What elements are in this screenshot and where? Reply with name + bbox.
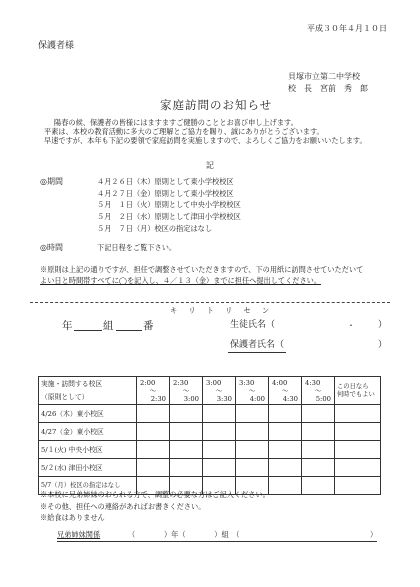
time-text: 下記日程をご覧下さい。 [97,243,177,252]
student-name-field[interactable]: ・ [347,321,355,330]
slot-cell[interactable] [302,459,335,477]
page-title: 家庭訪問のお知らせ [160,98,273,112]
ki-heading: 記 [206,161,214,170]
footnotes [40,489,270,524]
row-date-area: 5/7（月）校区の指定はなし [39,477,137,495]
sibling-underline [57,541,377,542]
footnote-line: ※その他、担任への連絡があればお書きください。 [40,501,206,511]
number-field-label: 番 [143,320,154,332]
anytime-header [335,377,381,405]
header-area-line: （原則として） [41,393,89,401]
slot-cell[interactable] [170,405,203,423]
slot-end: 2:30 [150,394,166,403]
slot-cell[interactable] [269,423,302,441]
parent-name-underline [228,352,286,353]
time-label: ◎時間 [40,243,63,252]
period-item: ５月 １日（火）原則として中央小学校校区 [97,200,241,210]
table-header-area [39,377,137,405]
slot-cell[interactable] [137,423,170,441]
row-date-area: 5/１(火) 中央小校区 [39,441,137,459]
slot-dash: 〜 [182,386,190,395]
slot-cell[interactable] [203,459,236,477]
slot-end: 3:00 [183,394,199,403]
slot-dash: 〜 [248,386,256,395]
slot-end: 4:00 [249,394,265,403]
anytime-header-line: 何時でもよい [337,390,375,398]
document-date: 平成３０年４月１０日 [307,24,387,33]
class-input-line[interactable] [74,330,102,331]
slot-dash: 〜 [215,386,223,395]
time-slot-header [137,377,170,405]
slot-cell[interactable] [203,423,236,441]
time-slot-header [203,377,236,405]
table-row [39,423,381,441]
time-slot-header [269,377,302,405]
slot-end: 5:00 [315,394,331,403]
table-row [39,405,381,423]
slot-start: 3:00 [206,378,222,387]
slot-cell[interactable] [170,459,203,477]
header-area-line: 実施・訪問する校区 [41,380,103,388]
schedule-table [38,376,381,495]
student-name-label: 生徒氏名（ [230,320,276,330]
footnote-line: ※本校に兄弟姉妹のおられる方で、調整の必要な方はご記入ください。 [40,490,270,499]
footnote-line: ※給食はありません [40,513,105,522]
cut-line-label: キ リ ト リ セ ン [170,306,272,315]
intro-paragraph [44,118,367,145]
slot-cell[interactable] [203,405,236,423]
slot-cell[interactable] [236,405,269,423]
slot-cell[interactable] [236,459,269,477]
number-input-line[interactable] [116,330,142,331]
period-label: ◎期間 [40,177,63,186]
slot-end: 4:30 [282,394,298,403]
period-item: ５月 ２日（水）原則として津田小学校校区 [97,212,241,222]
intro-line: 早速ですが、本年も下記の要領で家庭訪問を実施しますので、よろしくご協力をお願いいたします。 [44,136,367,145]
school-name: 貝塚市立第二中学校 [288,72,360,81]
slot-start: 2:30 [173,378,189,387]
period-list [97,176,241,235]
row-date-area: 4/26（木）東小校区 [39,405,137,423]
anytime-cell[interactable] [335,477,381,495]
table-row [39,441,381,459]
slot-cell[interactable] [269,477,302,495]
slot-end: 3:30 [216,394,232,403]
addressee: 保護者様 [38,41,75,51]
table-header-row [39,377,381,405]
slot-start: 4:00 [272,378,288,387]
sibling-label: 兄弟姉妹関係 [57,530,101,539]
slot-cell[interactable] [269,441,302,459]
anytime-cell[interactable] [335,405,381,423]
year-field-label: 年 [62,320,73,332]
slot-dash: 〜 [281,386,289,395]
slot-cell[interactable] [236,423,269,441]
intro-line: 平素は、本校の教育活動に多大のご理解とご協力を賜り、誠にありがとうございます。 [44,127,324,136]
slot-cell[interactable] [236,441,269,459]
parent-name-label: 保護者氏名（ [230,340,285,350]
slot-cell[interactable] [302,405,335,423]
anytime-cell[interactable] [335,423,381,441]
table-row [39,459,381,477]
slot-cell[interactable] [302,441,335,459]
note-line: よい日と時間帯すべてに◯を記入し、４／１３（金）までに担任へ提出してください。 [40,276,322,285]
row-date-area: 4/27（金）東小校区 [39,423,137,441]
slot-cell[interactable] [137,405,170,423]
slot-cell[interactable] [269,459,302,477]
note-text [40,264,363,286]
slot-cell[interactable] [302,423,335,441]
period-item: ４月２６日（木）原則として東小学校校区 [97,177,234,186]
note-line: ※原則は上記の通りですが、担任で調整させていただきますので、下の用紙に訪問させていただいて [40,265,364,274]
parent-name-close: ） [378,340,388,350]
principal-name: 校 長 宮前 秀 郎 [288,84,368,93]
anytime-cell[interactable] [335,459,381,477]
time-slot-header [302,377,335,405]
slot-dash: 〜 [314,386,322,395]
slot-start: 4:30 [305,378,321,387]
slot-cell[interactable] [269,405,302,423]
slot-cell[interactable] [302,477,335,495]
anytime-header-line: この日なら [337,382,369,390]
slot-dash: 〜 [149,386,157,395]
period-item: ５月 ７日（月）校区の指定はなし [97,223,213,233]
slot-start: 2:00 [140,378,156,387]
slot-cell[interactable] [137,459,170,477]
student-name-close: ） [378,320,388,330]
time-slot-header [170,377,203,405]
row-date-area: 5/２(水) 津田小校区 [39,459,137,477]
slot-start: 3:30 [239,378,255,387]
slot-cell[interactable] [203,441,236,459]
cut-line-divider [30,302,390,303]
intro-line: 陽春の候、保護者の皆様にはますますご健勝のこととお喜び申し上げます。 [54,118,298,127]
slot-cell[interactable] [170,441,203,459]
slot-cell[interactable] [170,423,203,441]
class-field-label: 組 [103,320,114,332]
slot-cell[interactable] [137,441,170,459]
sibling-close: ） [370,530,378,539]
time-slot-header [236,377,269,405]
anytime-cell[interactable] [335,441,381,459]
sibling-grade-class[interactable]: （ ）年（ ）組 （ [128,530,240,539]
period-item: ４月２７日（金）原則として東小学校校区 [97,188,234,198]
